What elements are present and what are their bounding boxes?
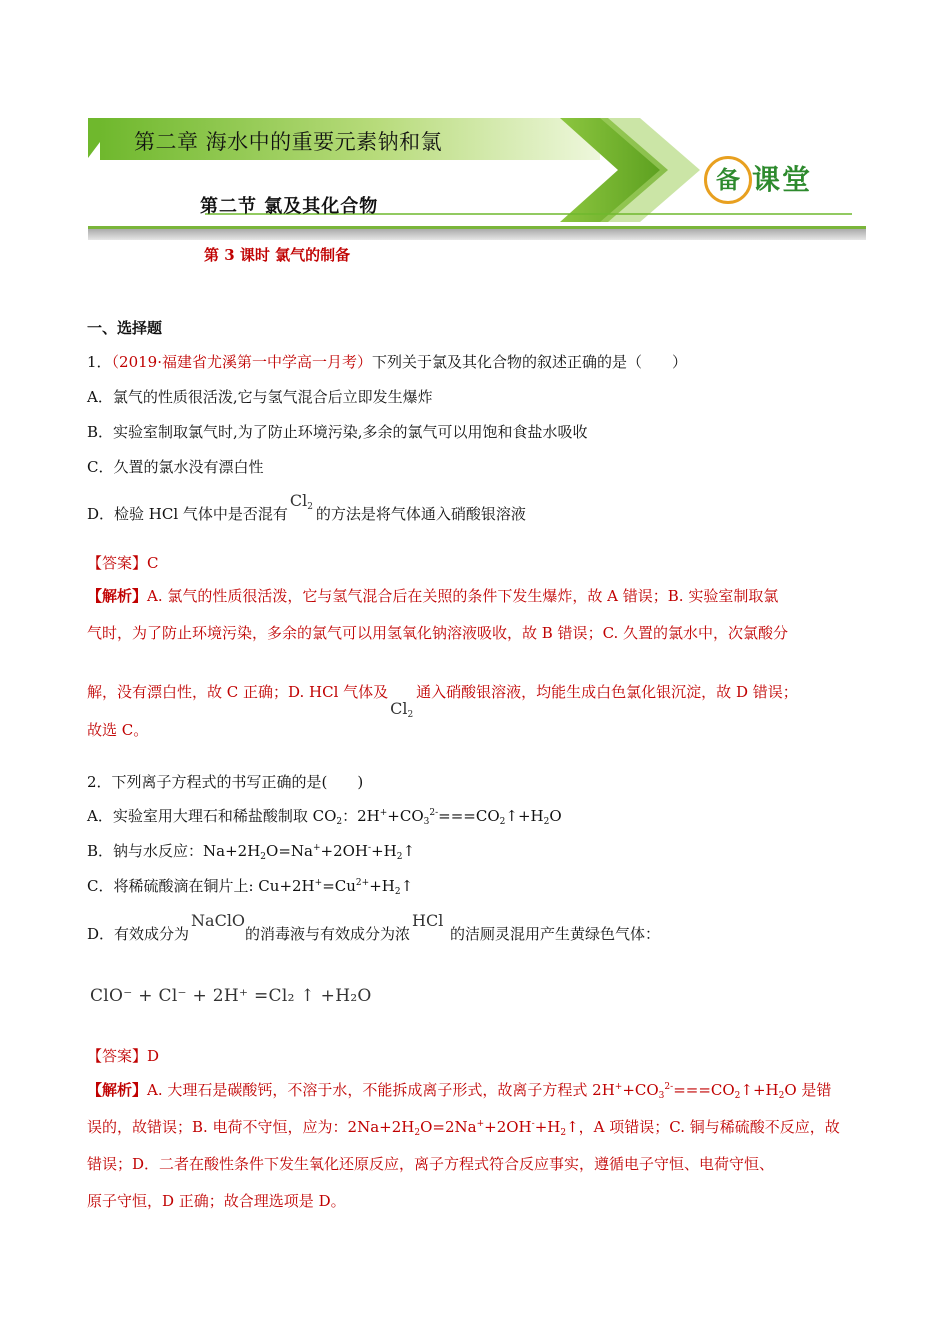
q2-explanation: 【解析】A. 大理石是碳酸钙，不溶于水，不能拆成离子形式，故离子方程式 $2H^++CO_3^{2-}===CO_2↑+H_2O$ 是错 误的，故错误；B. 电荷不守恒，应为：$2Na+2H_2O=2Na^++2OH^-+H_2↑$，A 项错误；C. 铜与稀硫酸不反应，故 错误；D．二者在酸性条件下发生氧化还原反应，离子方程式符合反应事实，遵循电子守恒、电荷守恒、 原子守恒，D 正确；故合理选项是 D。: [87, 1081, 840, 1210]
text: +2OH: [484, 1118, 532, 1136]
text: D．有效成分为: [87, 925, 190, 943]
ionic-equation: ClO⁻ + Cl⁻ + 2H⁺ =Cl₂ ↑ +H₂O: [90, 986, 372, 1006]
option-d-text: D．检验 HCl 气体中是否混有: [87, 505, 288, 523]
text: C．将稀硫酸滴在铜片上: Cu+2H: [87, 877, 315, 895]
text: 原子守恒，D 正确；故合理选项是 D。: [87, 1192, 346, 1210]
text: +H: [369, 877, 395, 895]
text: ===CO: [673, 1081, 735, 1099]
q2-option-d: [87, 911, 661, 945]
text: ↑，A 项错误；C. 铜与稀硫酸不反应，故: [566, 1118, 840, 1136]
question-1-stem: [87, 352, 687, 372]
chapter-title: 第二章 海水中的重要元素钠和氯: [134, 130, 443, 154]
q1-option-d: [87, 491, 526, 525]
q2-option-b: B．钠与水反应：$Na+2H_2O=Na^++2OH^-+H_2↑$: [87, 842, 416, 862]
explanation-line: 解，没有漂白性，故 C 正确；D. HCl 气体及: [87, 683, 389, 701]
text: O 是错: [784, 1081, 832, 1099]
explanation-line-end: 通入硝酸银溶液，均能生成白色氯化银沉淀，故 D 错误；: [416, 683, 798, 701]
text: O=2Na: [420, 1118, 477, 1136]
text: ↑+H: [740, 1081, 779, 1099]
text: O=Na: [266, 842, 313, 860]
text: A．实验室用大理石和稀盐酸制取 CO: [87, 807, 337, 825]
logo-text: 课堂: [752, 163, 813, 196]
text: ↑: [400, 877, 414, 895]
q1-option-c: C．久置的氯水没有漂白性: [87, 458, 264, 476]
q2-option-a: A．实验室用大理石和稀盐酸制取 $CO_2$：$2H^++CO_3^{2-}===CO_2↑+H_2O$: [87, 807, 562, 827]
math-hcl: [410, 911, 450, 945]
text: +CO: [622, 1081, 659, 1099]
math-text: HCl: [412, 911, 444, 930]
math-text: Cl: [390, 699, 408, 718]
text: 错误；D．二者在酸性条件下发生氧化还原反应，离子方程式符合反应事实，遵循电子守恒、电荷守恒、: [87, 1155, 775, 1173]
question-number: 1．: [87, 353, 112, 371]
explanation-line: A. 氯气的性质很活泼，它与氢气混合后在关照的条件下发生爆炸，故 A 错误；B. 实验室制取氯: [147, 587, 779, 605]
text: 的洁厕灵混用产生黄绿色气体：: [450, 925, 661, 943]
question-source: （2019·福建省尤溪第一中学高一月考）: [111, 353, 372, 371]
text: 的消毒液与有效成分为浓: [245, 925, 411, 943]
math-text: Cl: [289, 491, 308, 510]
question-text: 下列关于氯及其化合物的叙述正确的是（ ）: [372, 353, 688, 371]
question-2-stem: 2．下列离子方程式的书写正确的是( ): [87, 773, 364, 791]
math-text: NaClO: [191, 911, 246, 930]
math-cl2: $Cl_2$: [390, 699, 414, 720]
text: ↑: [402, 842, 416, 860]
lesson-title: 第 3 课时 氯气的制备: [204, 246, 351, 264]
logo-badge: 备: [704, 156, 752, 204]
text: ↑+H: [505, 807, 544, 825]
explanation-label: 【解析】: [87, 587, 148, 605]
section-title: 第二节 氯及其化合物: [200, 196, 379, 217]
q1-option-b: B．实验室制取氯气时,为了防止环境污染,多余的氯气可以用饱和食盐水吸收: [87, 423, 588, 441]
text: +CO: [387, 807, 424, 825]
q1-answer: 【答案】C: [87, 554, 159, 572]
text: +2OH: [320, 842, 369, 860]
math-cl2: $Cl_2$: [289, 491, 314, 512]
text: =Cu: [322, 877, 356, 895]
text: +H: [371, 842, 397, 860]
section-heading: 一、选择题: [87, 319, 163, 337]
text: +H: [534, 1118, 561, 1136]
q2-option-c: C．将稀硫酸滴在铜片上: $Cu+2H^+=Cu^{2+}+H_2↑$: [87, 877, 414, 897]
math-naclo: [189, 911, 246, 945]
q2-answer: 【答案】D: [87, 1047, 160, 1065]
explanation-line: 气时，为了防止环境污染，多余的氯气可以用氢氧化钠溶液吸收，故 B 错误；C. 久置的氯水中，次氯酸分: [87, 624, 789, 642]
text: A. 大理石是碳酸钙，不溶于水，不能拆成离子形式，故离子方程式 2H: [147, 1081, 615, 1099]
text: ===CO: [438, 807, 500, 825]
explanation-label: 【解析】: [87, 1081, 148, 1099]
text: ：2H: [342, 807, 380, 825]
text: B．钠与水反应：Na+2H: [87, 842, 261, 860]
q1-explanation: [87, 578, 867, 749]
text: O: [549, 807, 562, 825]
option-d-text-end: 的方法是将气体通入硝酸银溶液: [315, 505, 526, 523]
q1-option-a: A．氯气的性质很活泼,它与氢气混合后立即发生爆炸: [87, 388, 433, 406]
explanation-line: 故选 C。: [87, 721, 149, 739]
text: 误的，故错误；B. 电荷不守恒，应为：2Na+2H: [87, 1118, 415, 1136]
